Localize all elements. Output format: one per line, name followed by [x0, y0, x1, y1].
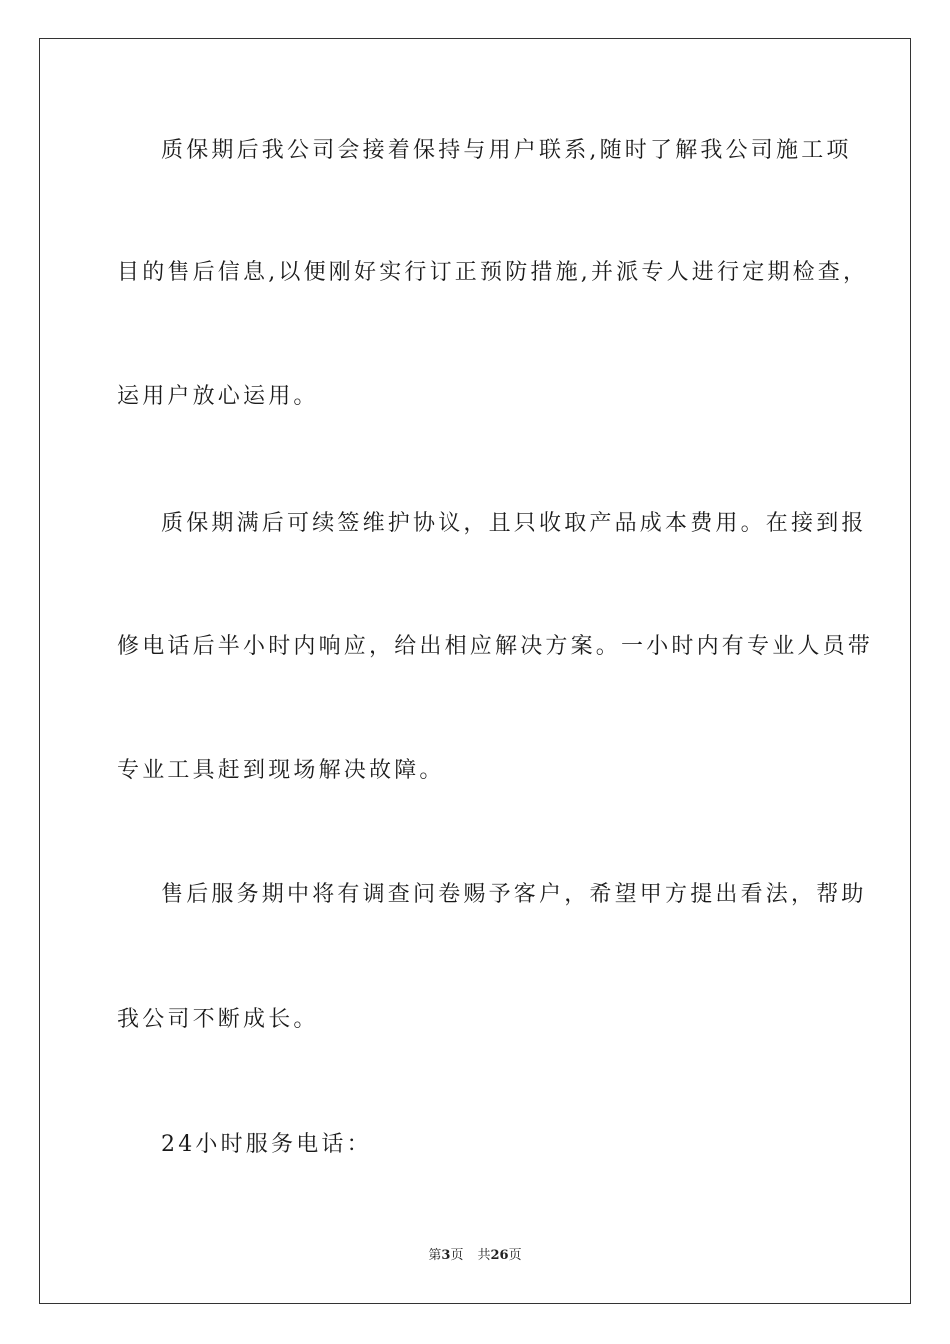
paragraph-1-line-1: 质保期后我公司会接着保持与用户联系,随时了解我公司施工项 [161, 138, 852, 163]
total-suffix: 页 [508, 1248, 522, 1263]
paragraph-1-line-3: 运用户放心运用。 [117, 384, 319, 409]
page-suffix: 页 [450, 1248, 464, 1263]
paragraph-2-line-1: 质保期满后可续签维护协议，且只收取产品成本费用。在接到报 [161, 511, 867, 536]
page-number: 3 [441, 1248, 451, 1263]
paragraph-2-line-3: 专业工具赶到现场解决故障。 [117, 758, 445, 783]
paragraph-4-line-1: 24小时服务电话： [161, 1132, 372, 1157]
paragraph-2-line-2: 修电话后半小时内响应，给出相应解决方案。一小时内有专业人员带 [117, 634, 874, 659]
paragraph-3-line-2: 我公司不断成长。 [117, 1007, 319, 1032]
total-prefix: 共 [477, 1248, 491, 1263]
paragraph-1-line-2: 目的售后信息,以便刚好实行订正预防措施,并派专人进行定期检查， [117, 260, 869, 285]
page-border [39, 38, 911, 1304]
total-pages: 26 [490, 1248, 509, 1263]
paragraph-3-line-1: 售后服务期中将有调查问卷赐予客户，希望甲方提出看法，帮助 [161, 882, 867, 907]
page-footer [0, 1247, 950, 1265]
page-prefix: 第 [428, 1248, 442, 1263]
